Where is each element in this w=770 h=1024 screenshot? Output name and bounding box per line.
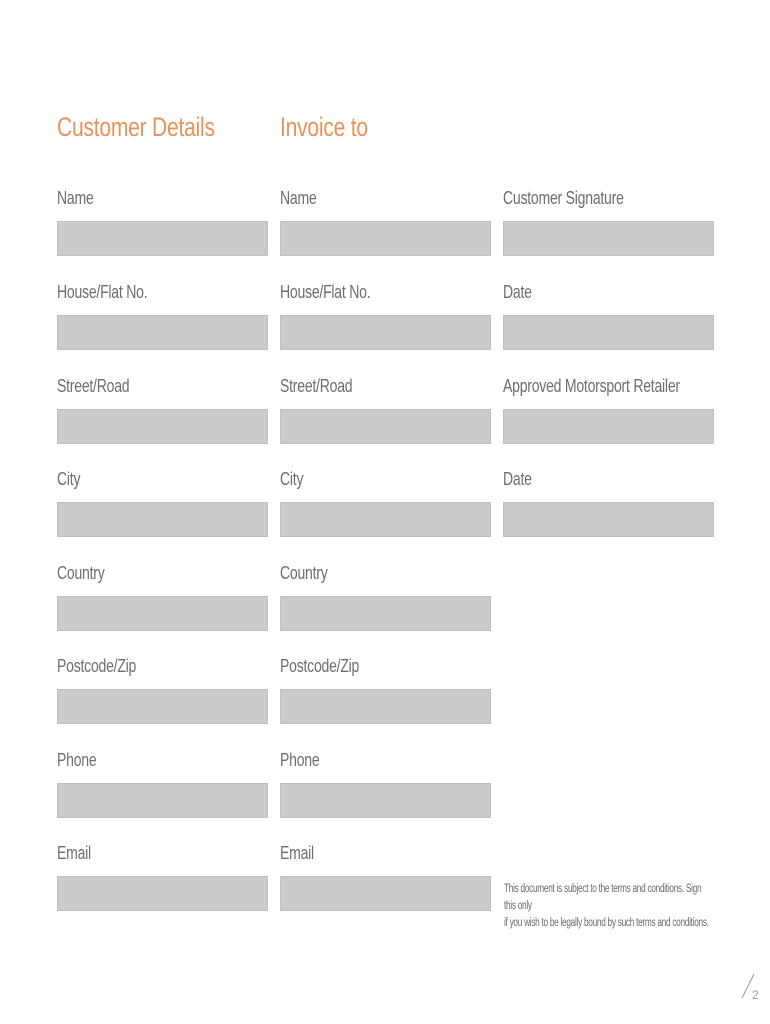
field-label: Approved Motorsport Retailer <box>503 376 680 396</box>
invoice-phone-input[interactable] <box>280 783 491 818</box>
field-label: Date <box>503 282 532 302</box>
page-number-text: 2 <box>752 988 759 1002</box>
invoice-house-input[interactable] <box>280 315 491 350</box>
customer-name-input[interactable] <box>57 221 268 256</box>
field-label: City <box>57 469 81 489</box>
field-label: Street/Road <box>280 376 353 396</box>
field-label: Customer Signature <box>503 188 624 208</box>
customer-postcode-input[interactable] <box>57 689 268 724</box>
field-label: Country <box>280 563 328 583</box>
invoice-to-heading: Invoice to <box>280 112 368 142</box>
field-label: Street/Road <box>57 376 130 396</box>
field-label: Email <box>280 843 314 863</box>
retailer-date-input[interactable] <box>503 502 714 537</box>
field-label: House/Flat No. <box>57 282 148 302</box>
page-number <box>740 972 764 1006</box>
field-label: Phone <box>280 750 320 770</box>
invoice-name-input[interactable] <box>280 221 491 256</box>
customer-signature-input[interactable] <box>503 221 714 256</box>
customer-country-input[interactable] <box>57 596 268 631</box>
customer-city-input[interactable] <box>57 502 268 537</box>
customer-email-input[interactable] <box>57 876 268 911</box>
invoice-email-input[interactable] <box>280 876 491 911</box>
field-label: Date <box>503 469 532 489</box>
invoice-country-input[interactable] <box>280 596 491 631</box>
field-label: City <box>280 469 304 489</box>
invoice-city-input[interactable] <box>280 502 491 537</box>
field-label: Name <box>280 188 317 208</box>
customer-date-input[interactable] <box>503 315 714 350</box>
invoice-street-input[interactable] <box>280 409 491 444</box>
field-label: Name <box>57 188 94 208</box>
customer-phone-input[interactable] <box>57 783 268 818</box>
field-label: Postcode/Zip <box>57 656 137 676</box>
retailer-input[interactable] <box>503 409 714 444</box>
customer-street-input[interactable] <box>57 409 268 444</box>
field-label: Phone <box>57 750 97 770</box>
disclaimer-line-2: if you wish to be legally bound by such terms and conditions. <box>504 917 709 929</box>
field-label: Email <box>57 843 91 863</box>
customer-details-heading: Customer Details <box>57 112 215 142</box>
customer-house-input[interactable] <box>57 315 268 350</box>
terms-disclaimer <box>504 881 713 932</box>
invoice-postcode-input[interactable] <box>280 689 491 724</box>
field-label: Country <box>57 563 105 583</box>
field-label: House/Flat No. <box>280 282 371 302</box>
disclaimer-line-1: This document is subject to the terms and conditions. Sign this only <box>504 883 702 912</box>
field-label: Postcode/Zip <box>280 656 360 676</box>
